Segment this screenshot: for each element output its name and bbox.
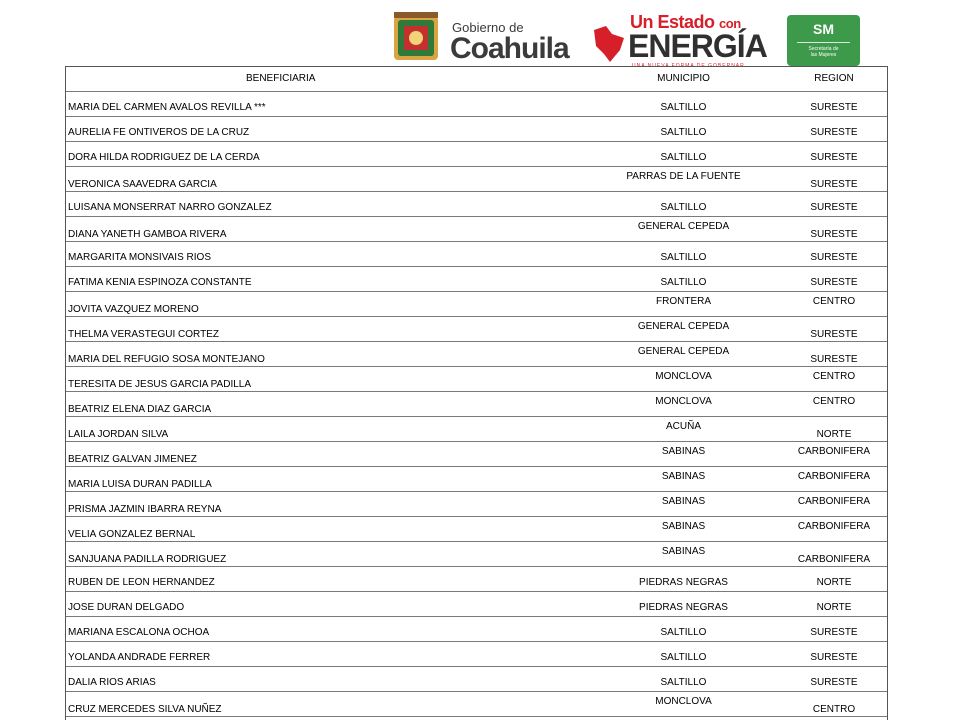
cell-beneficiaria: CRUZ MERCEDES SILVA NUÑEZ xyxy=(68,704,222,715)
cell-municipio: GENERAL CEPEDA xyxy=(637,346,730,357)
cell-beneficiaria: VELIA GONZALEZ BERNAL xyxy=(68,529,196,540)
sm-divider xyxy=(797,42,850,43)
cell-region: CARBONIFERA xyxy=(797,446,871,457)
cell-beneficiaria: MARIANA ESCALONA OCHOA xyxy=(68,627,210,638)
secretaria-mujeres-logo xyxy=(787,15,860,66)
cell-beneficiaria: PRISMA JAZMIN IBARRA REYNA xyxy=(68,504,222,515)
table-row xyxy=(66,567,887,592)
cell-municipio: SALTILLO xyxy=(660,152,707,163)
sm-abbr: SM xyxy=(813,21,834,37)
cell-region: CENTRO xyxy=(812,704,856,715)
cell-beneficiaria: BEATRIZ GALVAN JIMENEZ xyxy=(68,454,197,465)
table-row xyxy=(66,242,887,267)
table-row xyxy=(66,167,887,192)
table-row xyxy=(66,142,887,167)
cell-region: CARBONIFERA xyxy=(797,496,871,507)
cell-region: CARBONIFERA xyxy=(797,521,871,532)
cell-beneficiaria: BEATRIZ ELENA DIAZ GARCIA xyxy=(68,404,212,415)
cell-region: NORTE xyxy=(816,429,852,440)
table-row xyxy=(66,317,887,342)
table-row xyxy=(66,367,887,392)
cell-beneficiaria: VERONICA SAAVEDRA GARCIA xyxy=(68,179,217,190)
cell-region: CENTRO xyxy=(812,296,856,307)
cell-municipio: SALTILLO xyxy=(660,652,707,663)
coahuila-shield-icon xyxy=(390,12,442,64)
cell-municipio: SABINAS xyxy=(661,546,706,557)
gobierno-coahuila-logo xyxy=(390,12,572,66)
cell-beneficiaria: MARIA DEL REFUGIO SOSA MONTEJANO xyxy=(68,354,265,365)
cell-municipio: GENERAL CEPEDA xyxy=(637,321,730,332)
table-row xyxy=(66,267,887,292)
cell-beneficiaria: MARIA LUISA DURAN PADILLA xyxy=(68,479,212,490)
cell-region: SURESTE xyxy=(810,677,858,688)
cell-beneficiaria: FATIMA KENIA ESPINOZA CONSTANTE xyxy=(68,277,252,288)
page-header xyxy=(0,0,960,69)
beneficiarias-table xyxy=(65,66,888,720)
cell-beneficiaria: YOLANDA ANDRADE FERRER xyxy=(68,652,211,663)
energia-tagline: UNA NUEVA FORMA DE GOBERNAR xyxy=(632,63,745,69)
cell-municipio: PIEDRAS NEGRAS xyxy=(639,602,728,613)
cell-region: SURESTE xyxy=(810,202,858,213)
cell-beneficiaria: JOVITA VAZQUEZ MORENO xyxy=(68,304,199,315)
cell-region: CENTRO xyxy=(812,371,856,382)
table-row xyxy=(66,342,887,367)
cell-municipio: SALTILLO xyxy=(660,102,707,113)
table-row xyxy=(66,392,887,417)
cell-municipio: PARRAS DE LA FUENTE xyxy=(626,171,741,182)
header-municipio: MUNICIPIO xyxy=(657,73,710,84)
table-row xyxy=(66,517,887,542)
table-header-row xyxy=(66,67,887,92)
cell-beneficiaria: DORA HILDA RODRIGUEZ DE LA CERDA xyxy=(68,152,260,163)
cell-municipio: SALTILLO xyxy=(660,677,707,688)
cell-municipio: SABINAS xyxy=(661,496,706,507)
table-row xyxy=(66,542,887,567)
coahuila-map-icon xyxy=(592,24,626,64)
table-row xyxy=(66,592,887,617)
cell-municipio: MONCLOVA xyxy=(655,371,712,382)
cell-municipio: SABINAS xyxy=(661,471,706,482)
cell-municipio: SABINAS xyxy=(661,521,706,532)
cell-region: CENTRO xyxy=(812,396,856,407)
cell-region: SURESTE xyxy=(810,127,858,138)
table-row xyxy=(66,417,887,442)
energia-big-text: ENERGÍA xyxy=(628,28,767,64)
header-beneficiaria: BENEFICIARIA xyxy=(246,73,316,84)
cell-region: SURESTE xyxy=(810,229,858,240)
header-region: REGION xyxy=(814,73,854,84)
cell-beneficiaria: SANJUANA PADILLA RODRIGUEZ xyxy=(68,554,227,565)
cell-municipio: SABINAS xyxy=(661,446,706,457)
cell-region: SURESTE xyxy=(810,179,858,190)
cell-beneficiaria: MARGARITA MONSIVAIS RIOS xyxy=(68,252,211,263)
table-row xyxy=(66,217,887,242)
cell-region: SURESTE xyxy=(810,102,858,113)
cell-region: CARBONIFERA xyxy=(797,554,871,565)
cell-region: SURESTE xyxy=(810,627,858,638)
cell-region: SURESTE xyxy=(810,277,858,288)
cell-municipio: SALTILLO xyxy=(660,277,707,288)
table-row xyxy=(66,642,887,667)
cell-beneficiaria: RUBEN DE LEON HERNANDEZ xyxy=(68,577,215,588)
table-row xyxy=(66,92,887,117)
cell-municipio: FRONTERA xyxy=(656,296,711,307)
cell-beneficiaria: DIANA YANETH GAMBOA RIVERA xyxy=(68,229,227,240)
cell-region: NORTE xyxy=(816,577,852,588)
cell-beneficiaria: TERESITA DE JESUS GARCIA PADILLA xyxy=(68,379,252,390)
sm-subtitle: Secretaría de las Mujeres xyxy=(808,46,839,58)
table-row xyxy=(66,492,887,517)
table-row xyxy=(66,667,887,692)
cell-municipio: SALTILLO xyxy=(660,627,707,638)
table-row xyxy=(66,617,887,642)
cell-region: CARBONIFERA xyxy=(797,471,871,482)
cell-beneficiaria: LAILA JORDAN SILVA xyxy=(68,429,169,440)
un-estado-con-energia-logo xyxy=(592,10,767,69)
table-row xyxy=(66,442,887,467)
cell-region: SURESTE xyxy=(810,329,858,340)
cell-municipio: SALTILLO xyxy=(660,252,707,263)
cell-municipio: SALTILLO xyxy=(660,202,707,213)
cell-municipio: MONCLOVA xyxy=(655,396,712,407)
cell-beneficiaria: JOSE DURAN DELGADO xyxy=(68,602,185,613)
cell-beneficiaria: AURELIA FE ONTIVEROS DE LA CRUZ xyxy=(68,127,250,138)
cell-municipio: SALTILLO xyxy=(660,127,707,138)
cell-region: NORTE xyxy=(816,602,852,613)
cell-municipio: PIEDRAS NEGRAS xyxy=(639,577,728,588)
coahuila-text: Coahuila xyxy=(450,32,569,65)
table-row xyxy=(66,692,887,717)
cell-region: SURESTE xyxy=(810,652,858,663)
cell-municipio: ACUÑA xyxy=(665,421,701,432)
gobierno-de-text: Gobierno de xyxy=(452,20,524,35)
cell-region: SURESTE xyxy=(810,354,858,365)
table-row xyxy=(66,467,887,492)
cell-beneficiaria: DALIA RIOS ARIAS xyxy=(68,677,156,688)
table-row xyxy=(66,292,887,317)
table-row xyxy=(66,117,887,142)
cell-region: SURESTE xyxy=(810,152,858,163)
cell-beneficiaria: THELMA VERASTEGUI CORTEZ xyxy=(68,329,219,340)
table-row xyxy=(66,192,887,217)
cell-beneficiaria: MARIA DEL CARMEN AVALOS REVILLA *** xyxy=(68,102,266,113)
cell-region: SURESTE xyxy=(810,252,858,263)
cell-beneficiaria: LUISANA MONSERRAT NARRO GONZALEZ xyxy=(68,202,272,213)
cell-municipio: MONCLOVA xyxy=(655,696,712,707)
cell-municipio: GENERAL CEPEDA xyxy=(637,221,730,232)
energia-top-text: Un Estado con xyxy=(630,12,741,32)
